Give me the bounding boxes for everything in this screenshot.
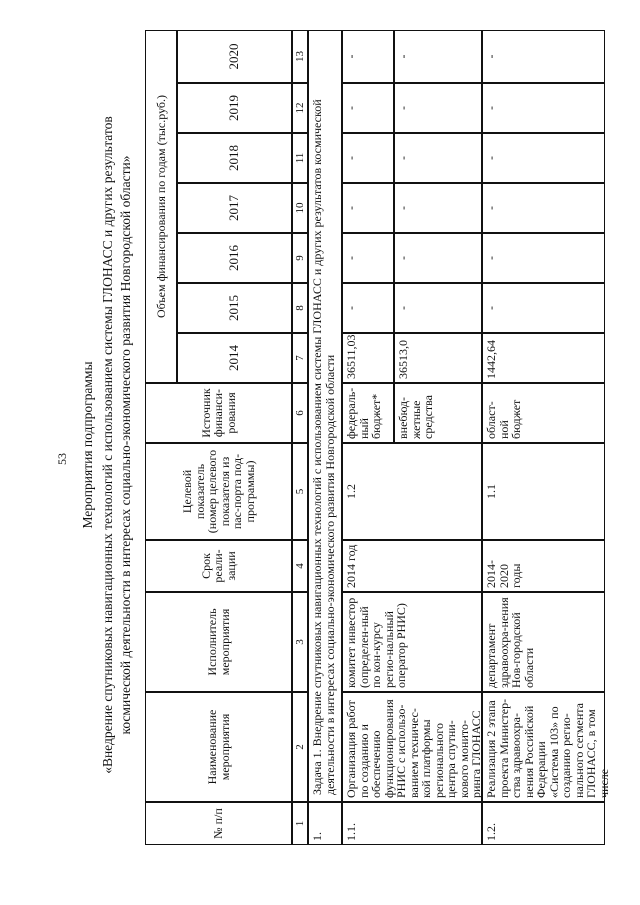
task-description: Задача 1. Внедрение спутниковых навигационных технологий с использованием системы ГЛОНАСС и других результатов космической деятельности в интересах социально-экономического развития Новгородской области [308, 30, 342, 802]
activity-term: 2014 год [342, 540, 482, 592]
header-year: 2016 [177, 233, 292, 283]
funding-source: внебюд-жетные средства [394, 383, 482, 443]
column-number: 5 [292, 443, 308, 540]
funding-value: 36513,0 [394, 333, 482, 383]
activity-name: Организация работ по созданию и обеспечению функционирования РНИС с использо-ванием техничес-кой платформы регионального центра спутни-кового монито-ринга ГЛОНАСС [342, 692, 482, 802]
activity-executor: департамент здравоохра-нения Нов-городской области [482, 592, 605, 692]
funding-value: - [482, 233, 605, 283]
funding-value: - [342, 283, 394, 333]
header-num: № п/п [145, 802, 292, 845]
column-number: 11 [292, 133, 308, 183]
task-number: 1. [308, 802, 342, 845]
subprogram-title-line-1: «Внедрение спутниковых навигационных технологий с использованием системы ГЛОНАСС и других результатов [100, 116, 115, 774]
column-number: 13 [292, 30, 308, 83]
funding-value: - [482, 283, 605, 333]
funding-value: - [342, 30, 394, 83]
column-number: 10 [292, 183, 308, 233]
column-number: 12 [292, 83, 308, 133]
activity-term: 2014-2020 годы [482, 540, 605, 592]
column-number: 4 [292, 540, 308, 592]
funding-source: област-ной бюджет [482, 383, 605, 443]
column-number: 8 [292, 283, 308, 333]
header-year: 2018 [177, 133, 292, 183]
column-number: 9 [292, 233, 308, 283]
funding-value: - [482, 83, 605, 133]
header-year: 2014 [177, 333, 292, 383]
funding-value: - [482, 183, 605, 233]
funding-value: - [342, 183, 394, 233]
header-year: 2017 [177, 183, 292, 233]
funding-value: - [482, 133, 605, 183]
header-funding: Объем финансирования по годам (тыс.руб.) [145, 30, 177, 383]
header-year: 2019 [177, 83, 292, 133]
funding-value: - [394, 233, 482, 283]
funding-value: - [394, 183, 482, 233]
funding-value: 36511,03 [342, 333, 394, 383]
header-executor: Исполнитель мероприятия [145, 592, 292, 692]
header-year: 2015 [177, 283, 292, 333]
subprogram-title-line-2: космической деятельности в интересах социально-экономического развития Новгородской области» [118, 155, 133, 735]
header-source: Источник финанси-рования [145, 383, 292, 443]
activity-target: 1.2 [342, 443, 482, 540]
activities-table [145, 30, 611, 845]
column-number: 6 [292, 383, 308, 443]
activity-target: 1.1 [482, 443, 605, 540]
funding-value: - [342, 133, 394, 183]
activity-name: Реализация 2 этапа проекта Министер-ства здравоохра-нения Российской Федерации «Система 103» по созданию регио-нального сегмента ГЛОНАСС, в том числе [482, 692, 605, 802]
activity-executor: комитет инвестор (определен-ный по кон-курсу регио-нальный оператор РНИС) [342, 592, 482, 692]
header-year: 2020 [177, 30, 292, 83]
funding-value: - [482, 30, 605, 83]
funding-value: - [394, 283, 482, 333]
funding-value: 1442,64 [482, 333, 605, 383]
page-number: 53 [55, 453, 69, 465]
column-number: 2 [292, 692, 308, 802]
funding-value: - [342, 83, 394, 133]
row-number: 1.1. [342, 802, 482, 845]
column-number: 7 [292, 333, 308, 383]
funding-value: - [394, 83, 482, 133]
row-number: 1.2. [482, 802, 605, 845]
header-name: Наименование мероприятия [145, 692, 292, 802]
funding-value: - [394, 30, 482, 83]
funding-source: федераль-ный бюджет* [342, 383, 394, 443]
header-target: Целевой показатель (номер целевого показателя из пас-порта под-программы) [145, 443, 292, 540]
column-number: 1 [292, 802, 308, 845]
document-title: Мероприятия подпрограммы [80, 361, 95, 529]
funding-value: - [342, 233, 394, 283]
header-term: Срок реали-зации [145, 540, 292, 592]
column-number: 3 [292, 592, 308, 692]
funding-value: - [394, 133, 482, 183]
